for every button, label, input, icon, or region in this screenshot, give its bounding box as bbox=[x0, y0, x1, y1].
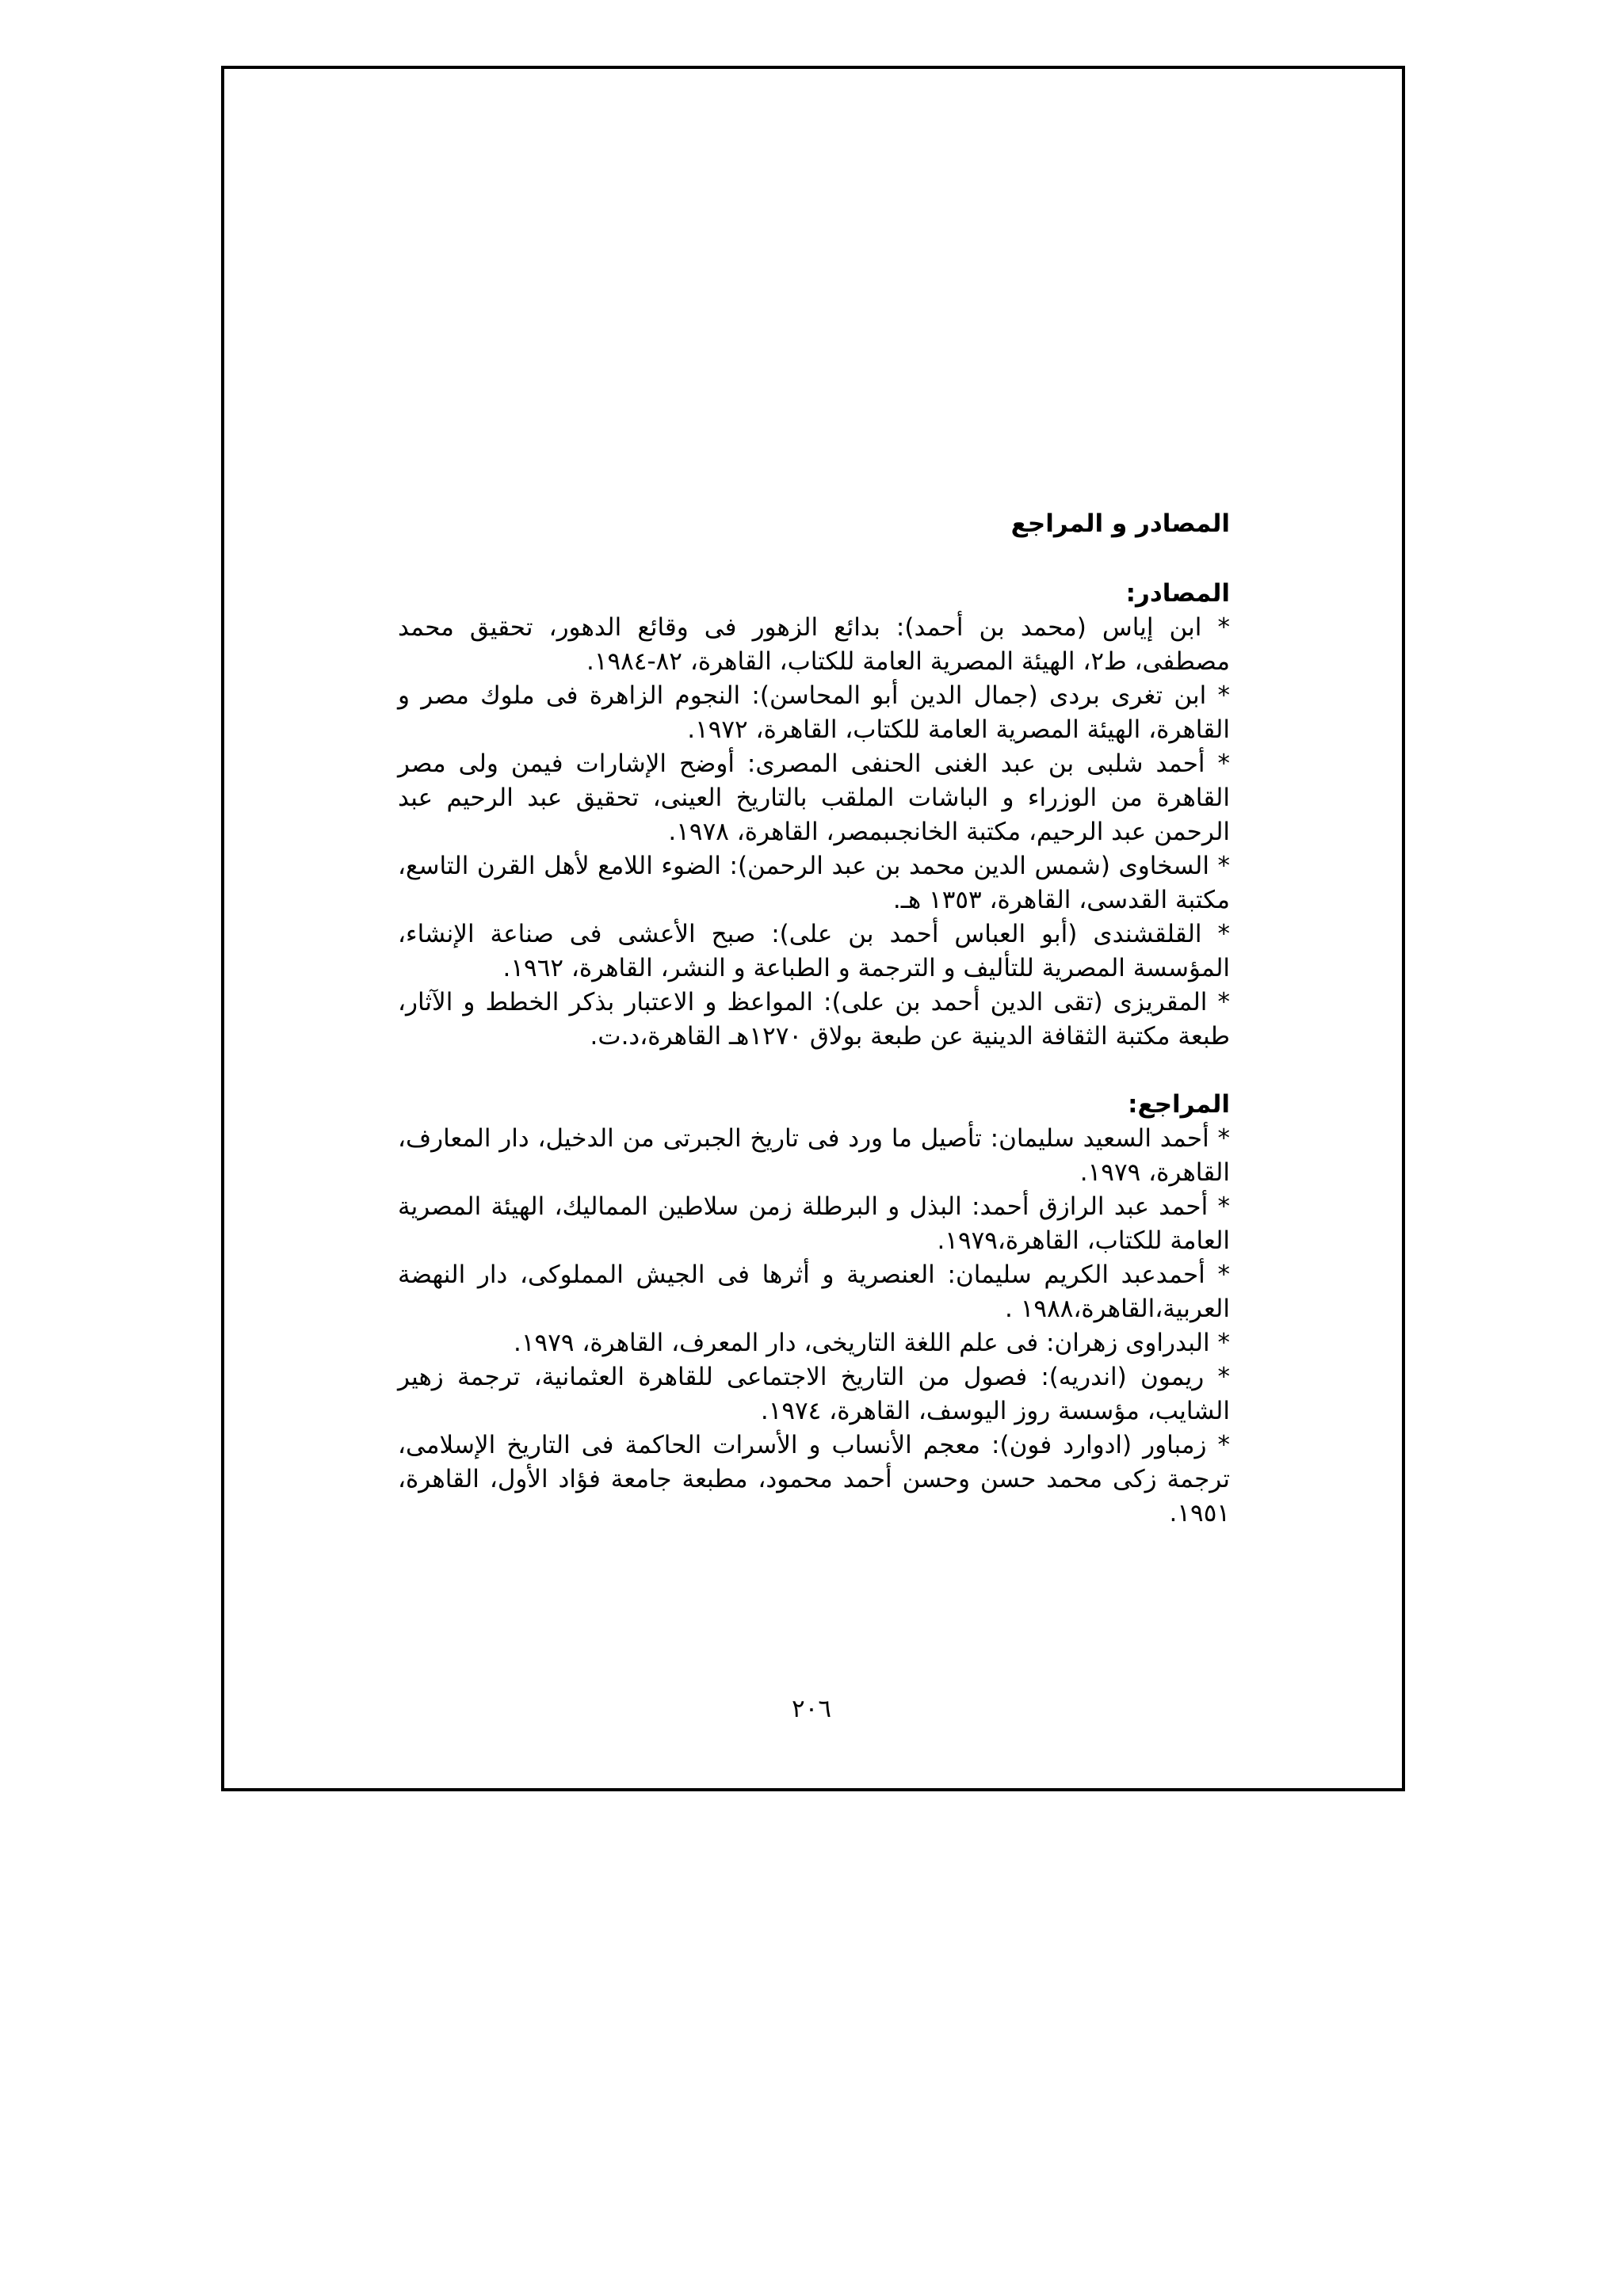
page-title: المصادر و المراجع bbox=[1010, 509, 1230, 538]
reference-entry: * أحمد السعيد سليمان: تأصيل ما ورد فى تاريخ الجبرتى من الدخيل، دار المعارف، القاهرة، ١٩٧٩. bbox=[398, 1124, 1230, 1187]
bibliography-content bbox=[398, 507, 1230, 1531]
source-entry: * ابن تغرى بردى (جمال الدين أبو المحاسن): النجوم الزاهرة فى ملوك مصر و القاهرة، الهيئة المصرية العامة للكتاب، القاهرة، ١٩٧٢. bbox=[398, 681, 1230, 744]
reference-entry: * ريمون (اندريه): فصول من التاريخ الاجتماعى للقاهرة العثمانية، ترجمة زهير الشايب، مؤسسة روز اليوسف، القاهرة، ١٩٧٤. bbox=[398, 1363, 1230, 1425]
source-entry: * المقريزى (تقى الدين أحمد بن على): المواعظ و الاعتبار بذكر الخطط و الآثار، طبعة مكتبة الثقافة الدينية عن طبعة بولاق ١٢٧٠هـ القاهرة،د.ت. bbox=[398, 988, 1230, 1051]
sources-heading: المصادر: bbox=[1125, 579, 1230, 608]
reference-entry: * البدراوى زهران: فى علم اللغة التاريخى، دار المعرف، القاهرة، ١٩٧٩. bbox=[514, 1329, 1230, 1357]
page-number: ٢٠٦ bbox=[792, 1695, 831, 1723]
reference-entry: * أحمدعبد الكريم سليمان: العنصرية و أثرها فى الجيش المملوكى، دار النهضة العربية،القاهرة،١٩٨٨ . bbox=[398, 1261, 1230, 1323]
source-entry: * السخاوى (شمس الدين محمد بن عبد الرحمن): الضوء اللامع لأهل القرن التاسع، مكتبة القدسى، القاهرة، ١٣٥٣ هـ. bbox=[398, 852, 1230, 914]
sources-section bbox=[398, 577, 1230, 1054]
reference-entry: * زمباور (ادوارد فون): معجم الأنساب و الأسرات الحاكمة فى التاريخ الإسلامى، ترجمة زكى محمد حسن وحسن أحمد محمود، مطبعة جامعة فؤاد الأول، القاهرة، ١٩٥١. bbox=[398, 1431, 1230, 1527]
reference-entry: * أحمد عبد الرازق أحمد: البذل و البرطلة زمن سلاطين المماليك، الهيئة المصرية العامة للكتاب، القاهرة،١٩٧٩. bbox=[398, 1192, 1230, 1255]
source-entry: * القلقشندى (أبو العباس أحمد بن على): صبح الأعشى فى صناعة الإنشاء، المؤسسة المصرية للتأليف و الترجمة و الطباعة و النشر، القاهرة، ١٩٦٢. bbox=[398, 920, 1230, 982]
source-entry: * أحمد شلبى بن عبد الغنى الحنفى المصرى: أوضح الإشارات فيمن ولى مصر القاهرة من الوزراء و الباشات الملقب بالتاريخ العينى، تحقيق عبد الرحيم عبد الرحمن عبد الرحيم، مكتبة الخانجىبمصر، القاهرة، ١٩٧٨. bbox=[398, 749, 1230, 846]
references-heading: المراجع: bbox=[1128, 1090, 1230, 1119]
references-section bbox=[398, 1088, 1230, 1531]
source-entry: * ابن إياس (محمد بن أحمد): بدائع الزهور فى وقائع الدهور، تحقيق محمد مصطفى، ط٢، الهيئة المصرية العامة للكتاب، القاهرة، ٨٢-١٩٨٤. bbox=[398, 613, 1230, 676]
